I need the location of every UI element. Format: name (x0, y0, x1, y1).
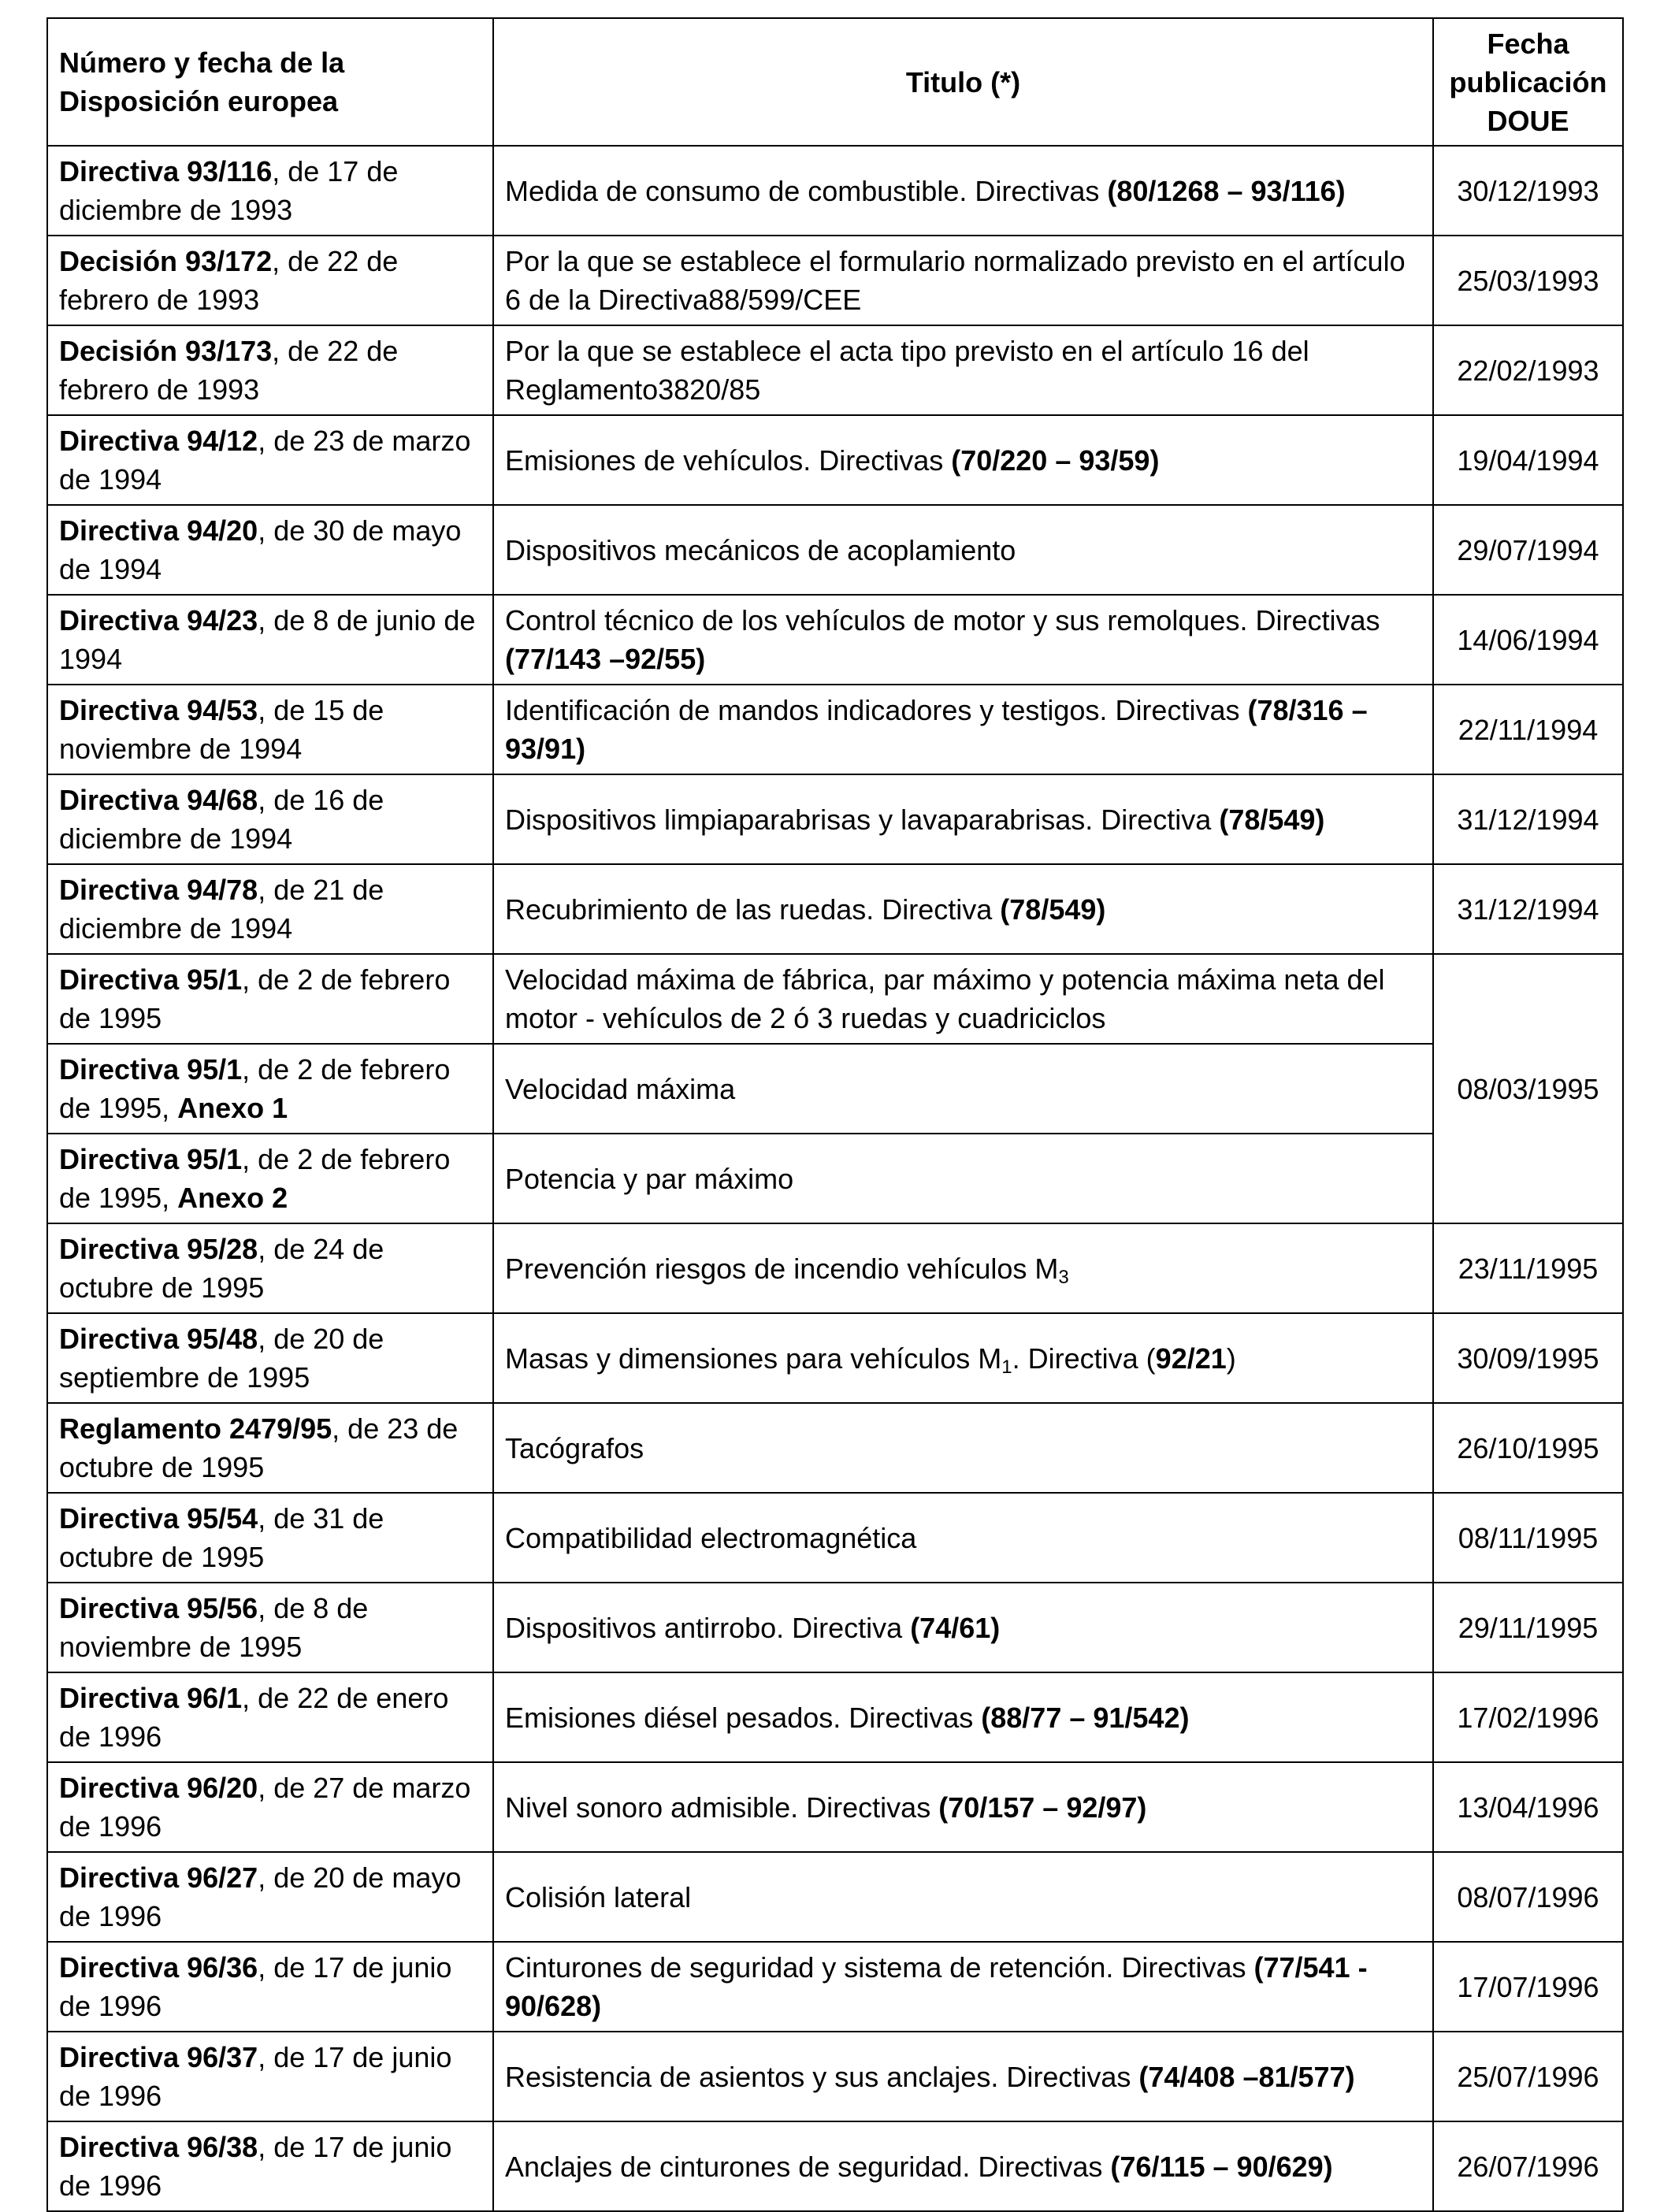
fecha-cell: 23/11/1995 (1433, 1223, 1623, 1313)
disposicion-cell (47, 2121, 493, 2211)
disposicion-detail: , de 2 de febrero de 1995 (59, 963, 451, 1034)
fecha-cell: 30/12/1993 (1433, 146, 1623, 236)
disposicion-detail: , de 2 de febrero de 1995, (59, 1053, 451, 1124)
titulo-cell (493, 1134, 1433, 1223)
titulo-text: Colisión lateral (505, 1880, 692, 1913)
disposicion-detail: , de 20 de septiembre de 1995 (59, 1323, 384, 1394)
table-row (47, 146, 1623, 236)
disposicion-ref: Directiva 96/20 (59, 1772, 258, 1804)
titulo-directivas: (78/549) (1219, 803, 1325, 836)
titulo-text: Dispositivos antirrobo. Directiva (505, 1611, 911, 1644)
disposicion-anexo: Anexo 1 (177, 1092, 288, 1124)
table-row (47, 1044, 1623, 1134)
disposicion-cell (47, 685, 493, 774)
disposicion-cell (47, 864, 493, 954)
titulo-text: Masas y dimensiones para vehículos M (505, 1342, 1002, 1375)
titulo-directivas: (88/77 – 91/542) (981, 1701, 1190, 1734)
disposicion-cell (47, 1134, 493, 1223)
table-row (47, 1223, 1623, 1313)
titulo-cell (493, 864, 1433, 954)
regulations-table (46, 17, 1624, 2212)
titulo-directivas: (78/316 – 93/91) (505, 694, 1368, 765)
titulo-text: Control técnico de los vehículos de motor y sus remolques. Directivas (505, 604, 1380, 637)
titulo-directivas: 92/21 (1155, 1342, 1227, 1375)
titulo-cell (493, 1942, 1433, 2032)
disposicion-ref: Directiva 94/12 (59, 425, 258, 457)
disposicion-detail: , de 27 de marzo de 1996 (59, 1772, 471, 1843)
disposicion-detail: , de 30 de mayo de 1994 (59, 514, 462, 585)
disposicion-ref: Decisión 93/173 (59, 335, 273, 367)
table-row (47, 1672, 1623, 1762)
titulo-cell (493, 1583, 1433, 1672)
titulo-directivas: (76/115 – 90/629) (1110, 2150, 1333, 2183)
disposicion-detail: , de 22 de febrero de 1993 (59, 245, 399, 316)
titulo-directivas: (74/408 –81/577) (1138, 2060, 1355, 2093)
table-row (47, 505, 1623, 595)
titulo-cell (493, 1493, 1433, 1583)
fecha-cell: 26/10/1995 (1433, 1403, 1623, 1493)
disposicion-ref: Directiva 93/116 (59, 155, 273, 187)
titulo-text: Emisiones diésel pesados. Directivas (505, 1701, 982, 1734)
table-row (47, 2032, 1623, 2121)
fecha-cell: 08/07/1996 (1433, 1852, 1623, 1942)
fecha-cell: 17/07/1996 (1433, 1942, 1623, 2032)
disposicion-cell (47, 236, 493, 325)
disposicion-ref: Directiva 95/54 (59, 1502, 258, 1535)
disposicion-detail: , de 17 de junio de 1996 (59, 2131, 452, 2202)
titulo-text: Tacógrafos (505, 1431, 644, 1464)
fecha-cell: 13/04/1996 (1433, 1762, 1623, 1852)
disposicion-cell (47, 2032, 493, 2121)
titulo-cell (493, 595, 1433, 685)
disposicion-detail: , de 24 de octubre de 1995 (59, 1233, 384, 1304)
disposicion-cell (47, 325, 493, 415)
disposicion-detail: , de 17 de junio de 1996 (59, 1951, 452, 2022)
fecha-cell: 22/11/1994 (1433, 685, 1623, 774)
fecha-cell: 31/12/1994 (1433, 774, 1623, 864)
titulo-cell (493, 146, 1433, 236)
disposicion-ref: Directiva 94/23 (59, 604, 258, 637)
disposicion-detail: , de 16 de diciembre de 1994 (59, 784, 384, 855)
titulo-text-after: . Directiva ( (1012, 1342, 1156, 1375)
disposicion-cell (47, 774, 493, 864)
titulo-directivas: (74/61) (910, 1611, 1001, 1644)
disposicion-anexo: Anexo 2 (177, 1182, 288, 1214)
disposicion-cell (47, 1583, 493, 1672)
fecha-cell: 29/07/1994 (1433, 505, 1623, 595)
titulo-cell (493, 1223, 1433, 1313)
titulo-subscript: 1 (1001, 1356, 1012, 1378)
table-row (47, 1134, 1623, 1223)
fecha-cell: 26/07/1996 (1433, 2121, 1623, 2211)
fecha-cell: 19/04/1994 (1433, 415, 1623, 505)
titulo-directivas: (77/541 - 90/628) (505, 1951, 1368, 2022)
disposicion-ref: Directiva 94/78 (59, 874, 258, 906)
titulo-directivas: (78/549) (1000, 893, 1106, 926)
fecha-cell: 25/03/1993 (1433, 236, 1623, 325)
disposicion-ref: Directiva 95/48 (59, 1323, 258, 1355)
titulo-text: Prevención riesgos de incendio vehículos M (505, 1252, 1059, 1285)
header-titulo: Titulo (*) (493, 18, 1433, 146)
disposicion-detail: , de 23 de octubre de 1995 (59, 1412, 459, 1483)
titulo-text: Medida de consumo de combustible. Directivas (505, 174, 1108, 207)
titulo-directivas: (77/143 –92/55) (505, 643, 706, 675)
table-row (47, 1583, 1623, 1672)
disposicion-detail: , de 15 de noviembre de 1994 (59, 694, 384, 765)
fecha-cell: 08/03/1995 (1433, 954, 1623, 1223)
fecha-cell: 14/06/1994 (1433, 595, 1623, 685)
header-fecha-doue: Fecha publicación DOUE (1433, 18, 1623, 146)
disposicion-ref: Directiva 94/53 (59, 694, 258, 726)
fecha-cell: 22/02/1993 (1433, 325, 1623, 415)
titulo-cell (493, 2121, 1433, 2211)
titulo-text: Compatibilidad electromagnética (505, 1521, 917, 1554)
titulo-cell (493, 1762, 1433, 1852)
disposicion-ref: Directiva 94/68 (59, 784, 258, 816)
disposicion-cell (47, 954, 493, 1044)
titulo-cell (493, 505, 1433, 595)
fecha-cell: 08/11/1995 (1433, 1493, 1623, 1583)
disposicion-cell (47, 1044, 493, 1134)
disposicion-detail: , de 17 de diciembre de 1993 (59, 155, 399, 226)
titulo-text: Dispositivos mecánicos de acoplamiento (505, 533, 1016, 566)
disposicion-cell (47, 1852, 493, 1942)
titulo-text-end: ) (1226, 1342, 1236, 1375)
disposicion-detail: , de 8 de noviembre de 1995 (59, 1592, 369, 1663)
disposicion-detail: , de 22 de enero de 1996 (59, 1682, 449, 1753)
disposicion-ref: Reglamento 2479/95 (59, 1412, 332, 1445)
titulo-text: Por la que se establece el formulario normalizado previsto en el artículo 6 de la Directiva88/599/CEE (505, 245, 1406, 316)
titulo-cell (493, 954, 1433, 1044)
titulo-cell (493, 685, 1433, 774)
disposicion-ref: Directiva 96/38 (59, 2131, 258, 2163)
disposicion-cell (47, 1223, 493, 1313)
disposicion-cell (47, 146, 493, 236)
titulo-cell (493, 1403, 1433, 1493)
titulo-text: Potencia y par máximo (505, 1162, 794, 1195)
table-row (47, 954, 1623, 1044)
titulo-text: Dispositivos limpiaparabrisas y lavaparabrisas. Directiva (505, 803, 1220, 836)
titulo-text: Recubrimiento de las ruedas. Directiva (505, 893, 1001, 926)
disposicion-ref: Directiva 96/36 (59, 1951, 258, 1984)
titulo-text: Velocidad máxima (505, 1072, 736, 1105)
disposicion-ref: Directiva 94/20 (59, 514, 258, 547)
titulo-directivas: (70/220 – 93/59) (951, 444, 1160, 477)
table-row (47, 1493, 1623, 1583)
titulo-text: Anclajes de cinturones de seguridad. Directivas (505, 2150, 1111, 2183)
disposicion-detail: , de 17 de junio de 1996 (59, 2041, 452, 2112)
disposicion-cell (47, 595, 493, 685)
fecha-cell: 30/09/1995 (1433, 1313, 1623, 1403)
table-row (47, 774, 1623, 864)
table-row (47, 1403, 1623, 1493)
fecha-cell: 25/07/1996 (1433, 2032, 1623, 2121)
titulo-cell (493, 1852, 1433, 1942)
titulo-cell (493, 1313, 1433, 1403)
fecha-cell: 31/12/1994 (1433, 864, 1623, 954)
fecha-cell: 17/02/1996 (1433, 1672, 1623, 1762)
table-row (47, 685, 1623, 774)
disposicion-cell (47, 1672, 493, 1762)
table-row (47, 415, 1623, 505)
disposicion-ref: Directiva 96/27 (59, 1861, 258, 1894)
disposicion-ref: Decisión 93/172 (59, 245, 273, 277)
disposicion-detail: , de 23 de marzo de 1994 (59, 425, 471, 495)
disposicion-ref: Directiva 96/37 (59, 2041, 258, 2073)
titulo-text: Cinturones de seguridad y sistema de retención. Directivas (505, 1951, 1254, 1984)
titulo-text: Velocidad máxima de fábrica, par máximo y potencia máxima neta del motor - vehículos de 2 ó 3 ruedas y cuadriciclos (505, 963, 1385, 1034)
disposicion-detail: , de 20 de mayo de 1996 (59, 1861, 462, 1932)
table-row (47, 595, 1623, 685)
disposicion-cell (47, 1313, 493, 1403)
titulo-directivas: (70/157 – 92/97) (938, 1791, 1147, 1824)
table-row (47, 236, 1623, 325)
titulo-cell (493, 1672, 1433, 1762)
header-disposicion: Número y fecha de la Disposición europea (47, 18, 493, 146)
disposicion-detail: , de 21 de diciembre de 1994 (59, 874, 384, 945)
table-row (47, 1852, 1623, 1942)
disposicion-ref: Directiva 95/1 (59, 1143, 243, 1175)
disposicion-cell (47, 1493, 493, 1583)
table-row (47, 1313, 1623, 1403)
disposicion-cell (47, 505, 493, 595)
disposicion-detail: , de 2 de febrero de 1995, (59, 1143, 451, 1214)
disposicion-cell (47, 1403, 493, 1493)
titulo-text: Nivel sonoro admisible. Directivas (505, 1791, 939, 1824)
titulo-subscript: 3 (1058, 1266, 1069, 1288)
titulo-cell (493, 774, 1433, 864)
titulo-cell (493, 1044, 1433, 1134)
disposicion-cell (47, 1942, 493, 2032)
disposicion-cell (47, 1762, 493, 1852)
titulo-text: Resistencia de asientos y sus anclajes. Directivas (505, 2060, 1139, 2093)
fecha-cell: 29/11/1995 (1433, 1583, 1623, 1672)
disposicion-detail: , de 31 de octubre de 1995 (59, 1502, 384, 1573)
disposicion-ref: Directiva 95/1 (59, 1053, 243, 1086)
disposicion-ref: Directiva 96/1 (59, 1682, 243, 1714)
disposicion-cell (47, 415, 493, 505)
titulo-cell (493, 2032, 1433, 2121)
table-row (47, 1942, 1623, 2032)
titulo-cell (493, 415, 1433, 505)
disposicion-detail: , de 8 de junio de 1994 (59, 604, 476, 675)
titulo-text: Identificación de mandos indicadores y testigos. Directivas (505, 694, 1248, 726)
titulo-text: Emisiones de vehículos. Directivas (505, 444, 952, 477)
table-row (47, 864, 1623, 954)
disposicion-ref: Directiva 95/28 (59, 1233, 258, 1265)
disposicion-detail: , de 22 de febrero de 1993 (59, 335, 399, 406)
header-row (47, 18, 1623, 146)
table-row (47, 325, 1623, 415)
disposicion-ref: Directiva 95/1 (59, 963, 243, 996)
table-row (47, 2121, 1623, 2211)
table-row (47, 1762, 1623, 1852)
titulo-directivas: (80/1268 – 93/116) (1107, 174, 1346, 207)
titulo-cell (493, 236, 1433, 325)
titulo-text: Por la que se establece el acta tipo previsto en el artículo 16 del Reglamento3820/85 (505, 335, 1309, 406)
titulo-cell (493, 325, 1433, 415)
disposicion-ref: Directiva 95/56 (59, 1592, 258, 1624)
